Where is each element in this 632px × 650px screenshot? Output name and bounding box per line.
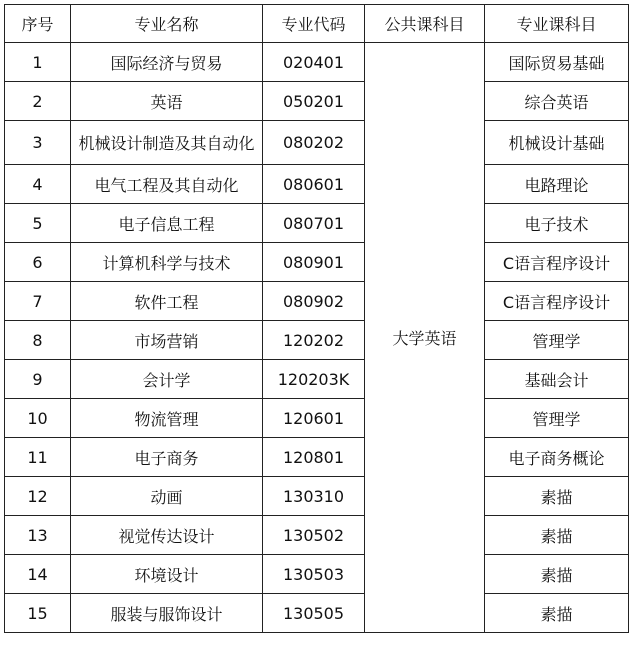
row-major-name: 物流管理 — [71, 399, 263, 438]
row-major-code: 080902 — [263, 282, 365, 321]
row-major-code: 080901 — [263, 243, 365, 282]
table-row — [5, 243, 629, 282]
table-row — [5, 438, 629, 477]
row-major-name: 英语 — [71, 82, 263, 121]
major-subject-table — [4, 4, 629, 633]
table-row — [5, 477, 629, 516]
row-major-course: 国际贸易基础 — [485, 43, 629, 82]
row-major-course: 综合英语 — [485, 82, 629, 121]
row-no: 9 — [5, 360, 71, 399]
row-major-code: 080601 — [263, 165, 365, 204]
header-major-name: 专业名称 — [71, 5, 263, 43]
table-row — [5, 204, 629, 243]
row-major-name: 电气工程及其自动化 — [71, 165, 263, 204]
row-major-code: 080202 — [263, 121, 365, 165]
row-major-code: 130310 — [263, 477, 365, 516]
row-major-course: 电子商务概论 — [485, 438, 629, 477]
row-major-code: 130502 — [263, 516, 365, 555]
row-no: 12 — [5, 477, 71, 516]
table-row — [5, 121, 629, 165]
header-major-code: 专业代码 — [263, 5, 365, 43]
row-major-name: 服装与服饰设计 — [71, 594, 263, 633]
row-major-name: 视觉传达设计 — [71, 516, 263, 555]
table-row — [5, 516, 629, 555]
row-major-code: 130503 — [263, 555, 365, 594]
row-major-code: 120202 — [263, 321, 365, 360]
row-major-name: 软件工程 — [71, 282, 263, 321]
row-major-course: 电子技术 — [485, 204, 629, 243]
header-public-course: 公共课科目 — [365, 5, 485, 43]
row-no: 7 — [5, 282, 71, 321]
table-row — [5, 594, 629, 633]
row-major-course: C语言程序设计 — [485, 282, 629, 321]
row-major-course: 管理学 — [485, 399, 629, 438]
row-no: 6 — [5, 243, 71, 282]
row-major-code: 080701 — [263, 204, 365, 243]
row-no: 3 — [5, 121, 71, 165]
row-major-code: 120801 — [263, 438, 365, 477]
header-major-course: 专业课科目 — [485, 5, 629, 43]
row-no: 8 — [5, 321, 71, 360]
row-major-course: 基础会计 — [485, 360, 629, 399]
table-row — [5, 321, 629, 360]
row-major-name: 计算机科学与技术 — [71, 243, 263, 282]
row-major-code: 050201 — [263, 82, 365, 121]
row-no: 15 — [5, 594, 71, 633]
row-major-code: 120203K — [263, 360, 365, 399]
row-major-name: 市场营销 — [71, 321, 263, 360]
row-major-name: 机械设计制造及其自动化 — [71, 121, 263, 165]
header-no: 序号 — [5, 5, 71, 43]
row-no: 4 — [5, 165, 71, 204]
row-major-course: 机械设计基础 — [485, 121, 629, 165]
table-row — [5, 165, 629, 204]
table-row — [5, 360, 629, 399]
row-major-name: 会计学 — [71, 360, 263, 399]
row-major-name: 动画 — [71, 477, 263, 516]
row-major-course: 电路理论 — [485, 165, 629, 204]
row-major-name: 环境设计 — [71, 555, 263, 594]
row-major-name: 电子信息工程 — [71, 204, 263, 243]
row-no: 10 — [5, 399, 71, 438]
row-no: 1 — [5, 43, 71, 82]
row-major-course: 管理学 — [485, 321, 629, 360]
row-major-course: 素描 — [485, 555, 629, 594]
row-major-name: 电子商务 — [71, 438, 263, 477]
table-body — [5, 43, 629, 633]
table-row — [5, 82, 629, 121]
row-major-code: 020401 — [263, 43, 365, 82]
row-no: 2 — [5, 82, 71, 121]
row-major-course: C语言程序设计 — [485, 243, 629, 282]
header-row — [5, 5, 629, 43]
table-row — [5, 399, 629, 438]
public-course-cell: 大学英语 — [365, 43, 485, 633]
row-major-code: 130505 — [263, 594, 365, 633]
row-no: 11 — [5, 438, 71, 477]
table-row — [5, 555, 629, 594]
row-major-code: 120601 — [263, 399, 365, 438]
row-no: 14 — [5, 555, 71, 594]
row-no: 5 — [5, 204, 71, 243]
row-major-course: 素描 — [485, 516, 629, 555]
row-no: 13 — [5, 516, 71, 555]
row-major-course: 素描 — [485, 594, 629, 633]
row-major-course: 素描 — [485, 477, 629, 516]
table-row — [5, 282, 629, 321]
row-major-name: 国际经济与贸易 — [71, 43, 263, 82]
table-row — [5, 43, 629, 82]
